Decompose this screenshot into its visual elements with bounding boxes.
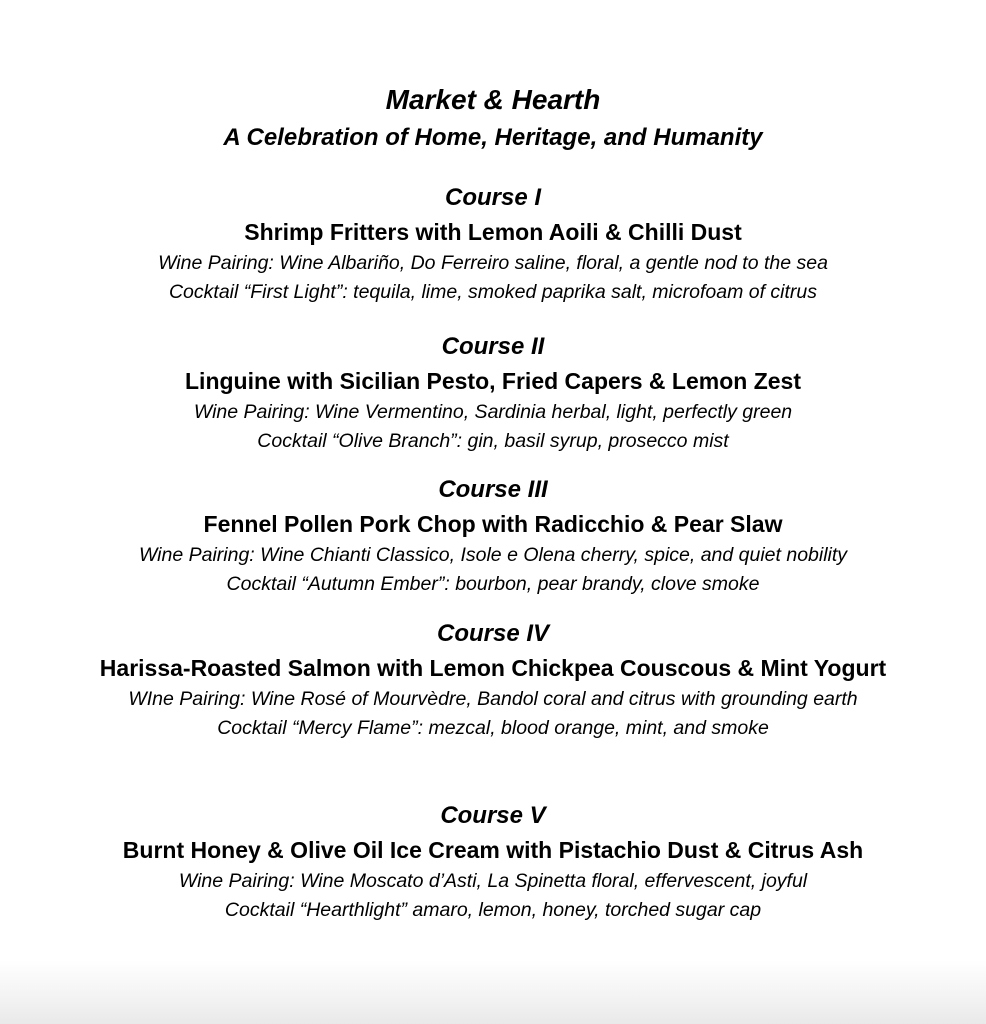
course-section-4 [0, 617, 986, 743]
wine-pairing: Wine Pairing: Wine Moscato d’Asti, La Spinetta floral, effervescent, joyful [178, 870, 808, 892]
course-section-2 [0, 330, 986, 456]
wine-pairing: Wine Pairing: Wine Vermentino, Sardinia herbal, light, perfectly green [193, 401, 793, 423]
course-label: Course II [441, 333, 545, 360]
course-label: Course III [438, 476, 548, 503]
cocktail-pairing: Cocktail “Olive Branch”: gin, basil syrup, prosecco mist [257, 430, 729, 452]
course-section-5 [0, 799, 986, 925]
course-section-1 [0, 181, 986, 307]
course-section-3 [0, 473, 986, 599]
cocktail-pairing: Cocktail “Autumn Ember”: bourbon, pear brandy, clove smoke [226, 573, 760, 595]
course-label: Course V [440, 802, 546, 829]
menu-title: Market & Hearth [385, 84, 601, 115]
dish-name: Harissa-Roasted Salmon with Lemon Chickpea Couscous & Mint Yogurt [99, 655, 887, 681]
cocktail-pairing: Cocktail “Mercy Flame”: mezcal, blood orange, mint, and smoke [217, 717, 769, 739]
cocktail-pairing: Cocktail “Hearthlight” amaro, lemon, honey, torched sugar cap [224, 899, 762, 921]
menu-subtitle: A Celebration of Home, Heritage, and Humanity [223, 124, 763, 151]
course-label: Course I [444, 184, 542, 211]
wine-pairing: Wine Pairing: Wine Albariño, Do Ferreiro saline, floral, a gentle nod to the sea [158, 252, 828, 274]
dish-name: Shrimp Fritters with Lemon Aoili & Chilli Dust [244, 219, 742, 245]
dish-name: Linguine with Sicilian Pesto, Fried Capers & Lemon Zest [185, 368, 801, 394]
dish-name: Burnt Honey & Olive Oil Ice Cream with Pistachio Dust & Citrus Ash [122, 837, 864, 863]
wine-pairing: WIne Pairing: Wine Rosé of Mourvèdre, Bandol coral and citrus with grounding earth [128, 688, 858, 710]
cocktail-pairing: Cocktail “First Light”: tequila, lime, smoked paprika salt, microfoam of citrus [168, 281, 818, 303]
course-label: Course IV [436, 620, 550, 647]
dish-name: Fennel Pollen Pork Chop with Radicchio & Pear Slaw [203, 511, 783, 537]
wine-pairing: Wine Pairing: Wine Chianti Classico, Isole e Olena cherry, spice, and quiet nobility [138, 544, 848, 566]
